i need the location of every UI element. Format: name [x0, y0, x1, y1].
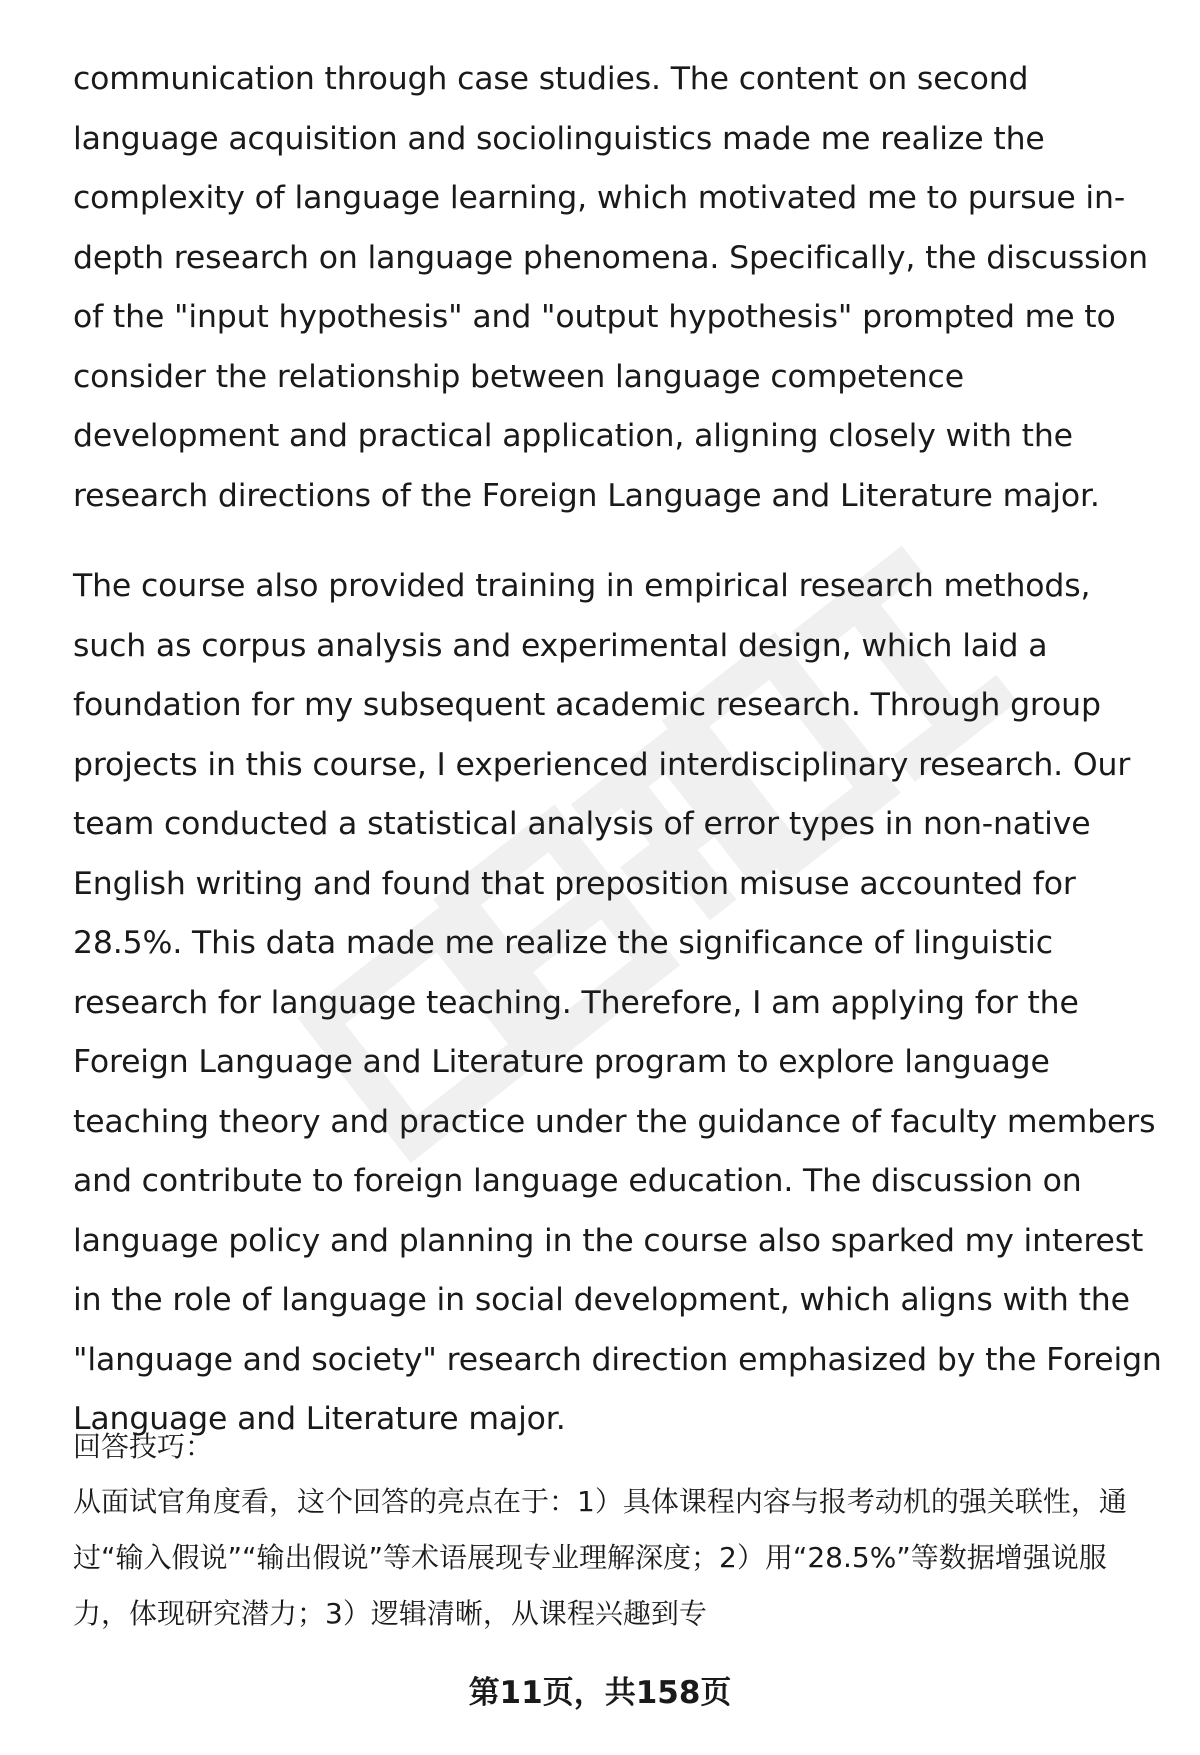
paragraph-1: communication through case studies. The content on second language acquisition and sociolinguistics made me realize the complexity of language learning, which motivated me to pursue in-depth research on language phenomena. Specifically, the discussion of the "input hypothesis" and "output hypothesis" prompted me to consider the relationship between language competence development and practical application, aligning closely with the research directions of the Foreign Language and Literature major. [73, 61, 1148, 514]
tips-heading: 回答技巧： [73, 1430, 214, 1463]
answer-tips-section [73, 1420, 1133, 1642]
document-body [73, 50, 1163, 1450]
paragraph-2: The course also provided training in empirical research methods, such as corpus analysis and experimental design, which laid a foundation for my subsequent academic research. Through group projects in this course, I experienced interdisciplinary research. Our team conducted a statistical analysis of error types in non-native English writing and found that preposition misuse accounted for 28.5%. This data made me realize the significance of linguistic research for language teaching. Therefore, I am applying for the Foreign Language and Literature program to explore language teaching theory and practice under the guidance of faculty members and contribute to foreign language education. The discussion on language policy and planning in the course also sparked my interest in the role of language in social development, which aligns with the "language and society" research direction emphasized by the Foreign Language and Literature major. [73, 568, 1162, 1437]
page-number: 第11页，共158页 [468, 1675, 732, 1711]
tips-body: 从面试官角度看，这个回答的亮点在于：1）具体课程内容与报考动机的强关联性，通过“输入假说”“输出假说”等术语展现专业理解深度；2）用“28.5%”等数据增强说服力，体现研究潜力；3）逻辑清晰，从课程兴趣到专 [73, 1485, 1127, 1630]
